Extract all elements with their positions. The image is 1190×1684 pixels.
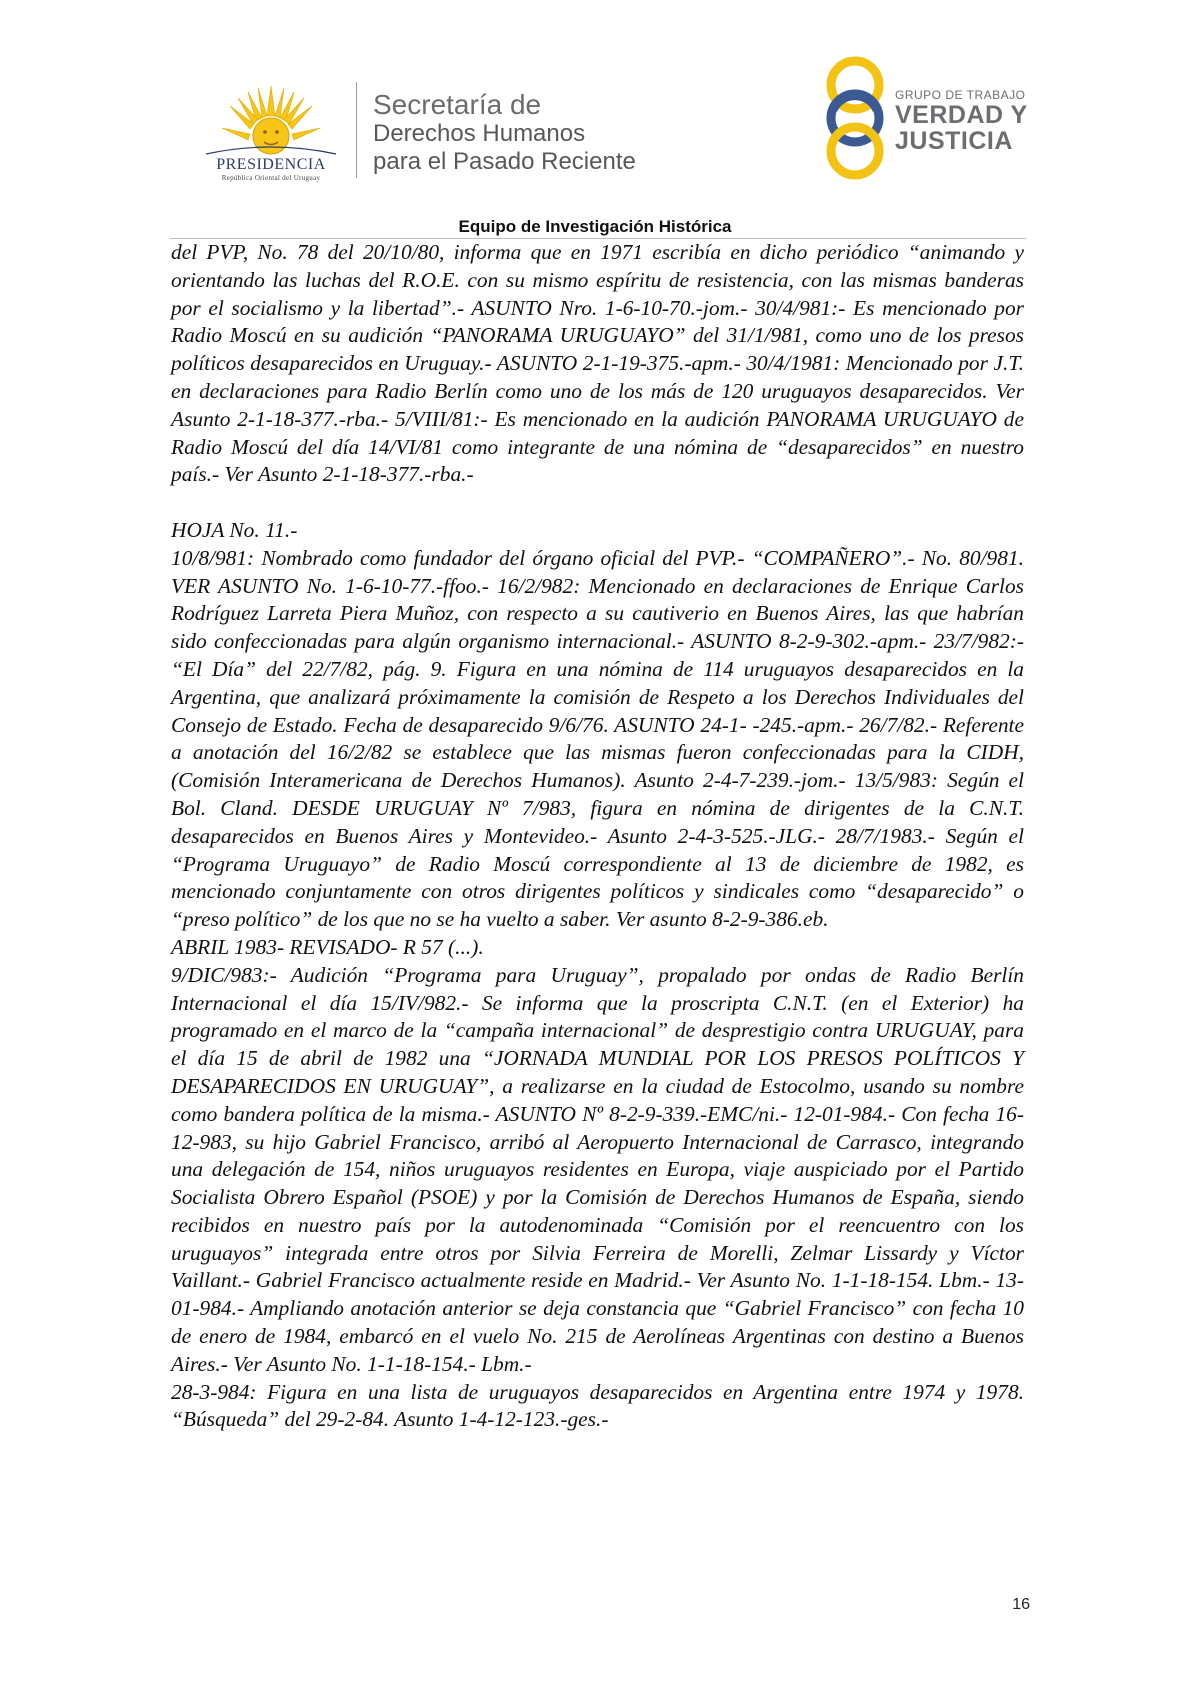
grupo-line-1: GRUPO DE TRABAJO bbox=[895, 88, 1026, 102]
secretaria-line-1: Secretaría de bbox=[373, 89, 542, 120]
paragraph-revisado: ABRIL 1983- REVISADO- R 57 (...). bbox=[171, 934, 484, 959]
presidencia-logo bbox=[196, 78, 346, 188]
paragraph-hoja: HOJA No. 11.- bbox=[171, 517, 298, 542]
verdad-justicia-logo-text bbox=[895, 88, 1028, 154]
page-header bbox=[0, 0, 1190, 236]
secretaria-line-2: Derechos Humanos bbox=[373, 120, 586, 147]
grupo-line-2: VERDAD Y bbox=[895, 101, 1028, 129]
paragraph-spacer bbox=[171, 489, 1024, 517]
grupo-line-3: JUSTICIA bbox=[895, 127, 1013, 155]
header-divider bbox=[356, 82, 357, 178]
secretaria-line-3: para el Pasado Reciente bbox=[373, 148, 636, 175]
presidencia-subtitle: República Oriental del Uruguay bbox=[221, 174, 321, 182]
secretaria-logo-text bbox=[373, 90, 636, 176]
paragraph-2: 10/8/981: Nombrado como fundador del órgano oficial del PVP.- “COMPAÑERO”.- No. 80/981. VER ASUNTO No. 1-6-10-77.-ffoo.- 16/2/982: Mencionado en declaraciones de Enrique Carlos Rodríguez Larreta Piera Muñoz, con respecto a su cautiverio en Buenos Aires, las que habrían sido confeccionadas para algún organismo internacional.- ASUNTO 8-2-9-302.-apm.- 23/7/982:- “El Día” del 22/7/82, pág. 9. Figura en una nómina de 114 uruguayos desaparecidos en la Argentina, que analizará próximamente la comisión de Respeto a los Derechos Individuales del Consejo de Estado. Fecha de desaparecido 9/6/76. ASUNTO 24-1- -245.-apm.- 26/7/82.- Referente a anotación del 16/2/82 se establece que las mismas fueron confeccionadas para la CIDH, (Comisión Interamericana de Derechos Humanos). Asunto 2-4-7-239.-jom.- 13/5/983: Según el Bol. Cland. DESDE URUGUAY Nº 7/983, figura en nómina de dirigentes de la C.N.T. desaparecidos en Buenos Aires y Montevideo.- Asunto 2-4-3-525.-JLG.- 28/7/1983.- Según el “Programa Uruguayo” de Radio Moscú correspondiente al 13 de diciembre de 1982, es mencionado conjuntamente con otros dirigentes políticos y sindicales como “desaparecido” o “preso político” de los que no se ha vuelto a saber. Ver asunto 8-2-9-386.eb. bbox=[171, 545, 1024, 932]
presidencia-name: PRESIDENCIA bbox=[216, 156, 326, 173]
verdad-justicia-rings-icon bbox=[820, 55, 890, 181]
paragraph-4: 28-3-984: Figura en una lista de uruguayos desaparecidos en Argentina entre 1974 y 1978. “Búsqueda” del 29-2-84. Asunto 1-4-12-123.-ges.- bbox=[171, 1379, 1024, 1432]
team-title: Equipo de Investigación Histórica bbox=[458, 217, 732, 236]
paragraph-1: del PVP, No. 78 del 20/10/80, informa que en 1971 escribía en dicho periódico “animando y orientando las luchas del R.O.E. con su mismo espíritu de resistencia, con las mismas banderas por el socialismo y la libertad”.- ASUNTO Nro. 1-6-10-70.-jom.- 30/4/981:- Es mencionado por Radio Moscú en su audición “PANORAMA URUGUAYO” del 31/1/981, como uno de los presos políticos desaparecidos en Uruguay.- ASUNTO 2-1-19-375.-apm.- 30/4/1981: Mencionado por J.T. en declaraciones para Radio Berlín como uno de los más de 120 uruguayos desaparecidos. Ver Asunto 2-1-18-377.-rba.- 5/VIII/81:- Es mencionado en la audición PANORAMA URUGUAYO de Radio Moscú del día 14/VI/81 como integrante de una nómina de “desaparecidos” en nuestro país.- Ver Asunto 2-1-18-377.-rba.- bbox=[171, 240, 1024, 487]
page-number: 16 bbox=[1012, 1596, 1030, 1613]
paragraph-3: 9/DIC/983:- Audición “Programa para Uruguay”, propalado por ondas de Radio Berlín Internacional el día 15/IV/982.- Se informa que la proscripta C.N.T. (en el Exterior) ha programado en el marco de la “campaña internacional” de desprestigio contra URUGUAY, para el día 15 de abril de 1982 una “JORNADA MUNDIAL POR LOS PRESOS POLÍTICOS Y DESAPARECIDOS EN URUGUAY”, a realizarse en la ciudad de Estocolmo, usando su nombre como bandera política de la misma.- ASUNTO Nº 8-2-9-339.-EMC/ni.- 12-01-984.- Con fecha 16-12-983, su hijo Gabriel Francisco, arribó al Aeropuerto Internacional de Carrasco, integrando una delegación de 154, niños uruguayos residentes en Europa, viaje auspiciado por el Partido Socialista Obrero Español (PSOE) y por la Comisión de Derechos Humanos de España, siendo recibidos en nuestro país por la autodenominada “Comisión por el reencuentro con los uruguayos” integrada entre otros por Silvia Ferreira de Morelli, Zelmar Lissardy y Víctor Vaillant.- Gabriel Francisco actualmente reside en Madrid.- Ver Asunto No. 1-1-18-154. Lbm.- 13-01-984.- Ampliando anotación anterior se deja constancia que “Gabriel Francisco” con fecha 10 de enero de 1984, embarcó en el vuelo No. 215 de Aerolíneas Argentinas con destino a Buenos Aires.- Ver Asunto No. 1-1-18-154.- Lbm.- bbox=[171, 962, 1024, 1376]
sun-icon bbox=[196, 78, 346, 158]
document-body bbox=[171, 239, 1024, 1434]
